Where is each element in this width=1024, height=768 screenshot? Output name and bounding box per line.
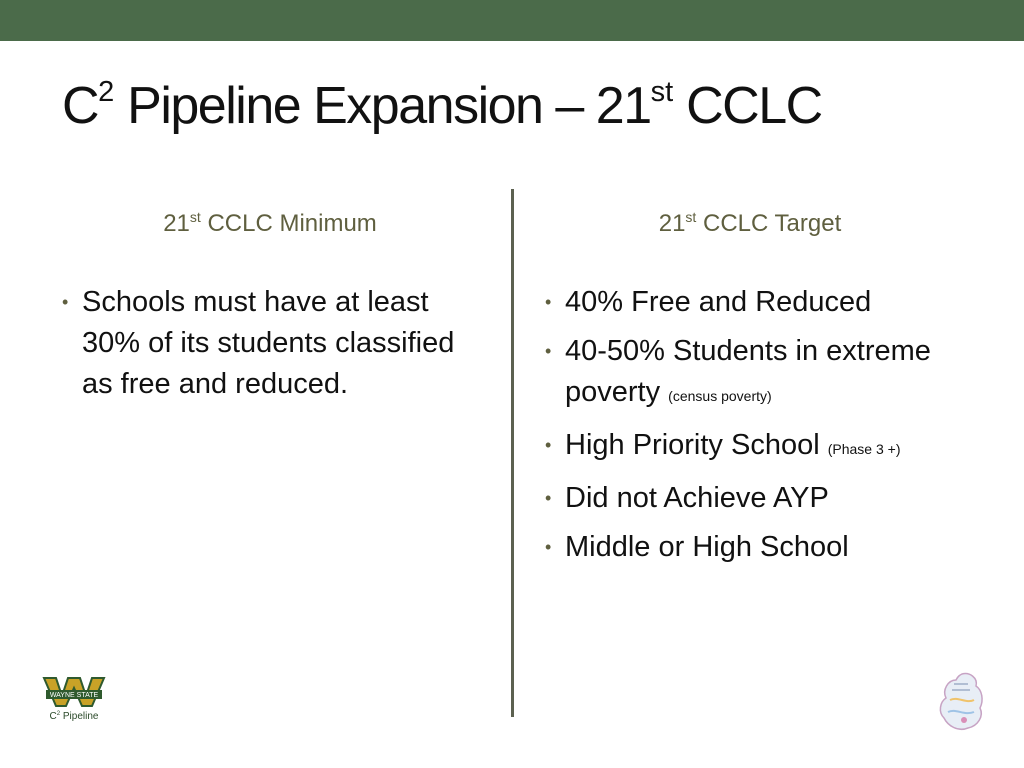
bullet-icon: • bbox=[62, 292, 69, 312]
wayne-state-logo-icon bbox=[42, 676, 106, 728]
top-accent-bar bbox=[0, 0, 1024, 41]
list-item: • 40% Free and Reduced bbox=[545, 282, 995, 323]
list-item: • Did not Achieve AYP bbox=[545, 478, 995, 519]
bullet-note: (census poverty) bbox=[668, 388, 772, 404]
bullet-icon: • bbox=[545, 341, 552, 361]
right-column-heading: 21st CCLC Target bbox=[658, 209, 842, 237]
bullet-icon: • bbox=[545, 435, 552, 455]
bullet-icon: • bbox=[545, 488, 552, 508]
list-item: • 40-50% Students in extreme poverty (census poverty) bbox=[545, 331, 995, 417]
column-divider bbox=[511, 189, 514, 717]
target-criteria-list bbox=[545, 282, 995, 576]
bullet-icon: • bbox=[545, 537, 552, 557]
logo-wordmark: WAYNE STATE bbox=[49, 692, 99, 699]
slide-title: $C^2$ Pipeline Expansion – 21st CCLC bbox=[62, 76, 822, 135]
list-item: • Schools must have at least 30% of its students classified as free and reduced. bbox=[62, 282, 482, 405]
left-column-heading: 21st CCLC Minimum bbox=[163, 209, 377, 237]
bullet-note: (Phase 3 +) bbox=[827, 441, 901, 457]
list-item: • High Priority School (Phase 3 +) bbox=[545, 425, 995, 470]
michigan-map-logo-icon bbox=[934, 670, 988, 734]
minimum-criteria-list bbox=[62, 282, 482, 413]
list-item: • Middle or High School bbox=[545, 527, 995, 568]
logo-caption: $C^2$ Pipeline bbox=[49, 711, 99, 722]
bullet-icon: • bbox=[545, 292, 552, 312]
